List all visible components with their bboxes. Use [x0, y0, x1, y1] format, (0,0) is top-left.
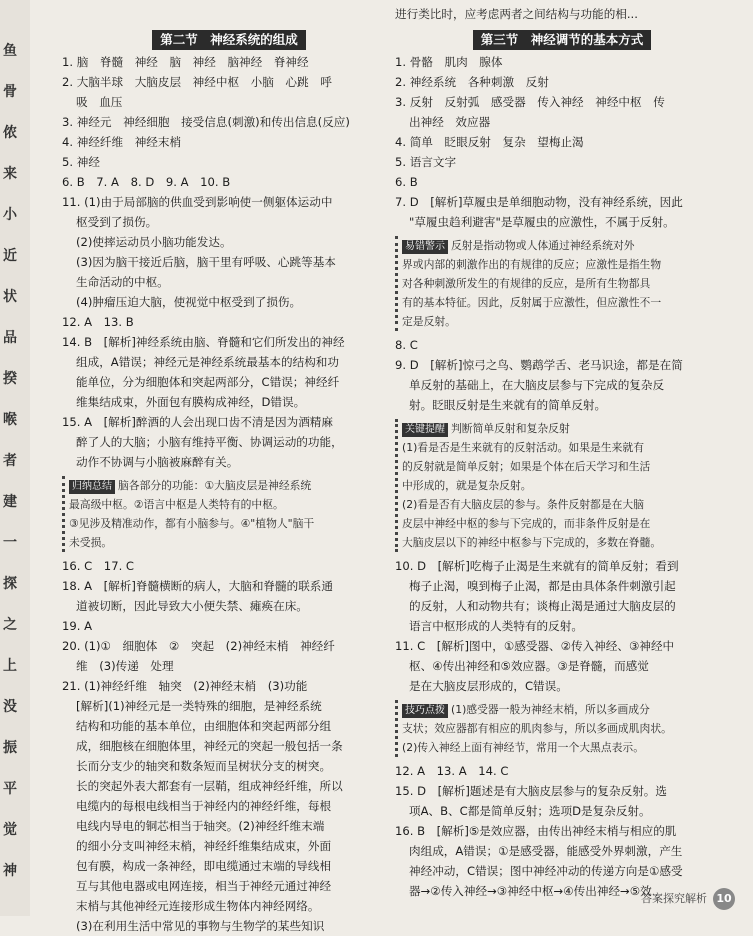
note-line: 大脑皮层以下的神经中枢参与下完成的，多数在脊髓。: [402, 536, 662, 549]
answer-line: 1. 脑 脊髓 神经 脑 神经 脑神经 脊神经: [62, 55, 309, 69]
answer-line: 项A、B、C都是简单反射；选项D是复杂反射。: [409, 804, 651, 818]
answer-line: 生命活动的中枢。: [76, 275, 169, 289]
answer-line: 吸 血压: [76, 95, 123, 109]
margin-char: 近: [3, 248, 17, 264]
margin-char: 上: [3, 658, 17, 674]
summary-note-tag: 归纳总结: [69, 480, 115, 494]
margin-char: 品: [3, 330, 17, 346]
margin-char: 没: [3, 699, 17, 715]
answer-line: 醉了人的大脑；小脑有维持平衡、协调运动的功能，: [76, 435, 343, 449]
answer-line: 3. 神经元 神经细胞 接受信息(刺激)和传出信息(反应): [62, 115, 350, 129]
answer-line: 20. (1)① 细胞体 ② 突起 (2)神经末梢 神经纤: [62, 639, 335, 653]
answer-line: 维 (3)传递 处理: [76, 659, 174, 673]
note-line: 的反射就是简单反射；如果是个体在后天学习和生活: [402, 460, 651, 473]
answer-line: 长而分支少的轴突和数条短而呈树状分支的树突。: [76, 759, 332, 773]
answer-line: 11. C [解析]图中，①感受器、②传入神经、③神经中: [395, 639, 675, 653]
answer-line: 6. B: [395, 175, 418, 189]
note-line: 界或内部的刺激作出的有规律的反应；应激性是指生物: [402, 258, 662, 271]
key-reminder-body: [402, 422, 661, 549]
answer-line: 4. 神经纤维 神经末梢: [62, 135, 182, 149]
note-line: 支状；效应器都有相应的肌肉参与，所以多画成肌肉状。: [402, 722, 672, 735]
answer-line: 的细小分支叫神经末梢，神经纤维集结成束，外面: [76, 839, 332, 853]
answer-line: 3. 反射 反射弧 感受器 传入神经 神经中枢 传: [395, 95, 665, 109]
answer-line: 单反射的基础上，在大脑皮层参与下完成的复杂反: [409, 378, 665, 392]
answer-line: 5. 神经: [62, 155, 100, 169]
note-line: 最高级中枢。②语言中枢是人类特有的中枢。: [69, 498, 284, 511]
margin-char: 之: [3, 617, 17, 633]
section-title-3: [395, 30, 735, 50]
note-line: 脑各部分的功能：①大脑皮层是神经系统: [118, 479, 312, 492]
note-line: 判断简单反射和复杂反射: [451, 422, 570, 435]
margin-char: 喉: [3, 412, 17, 428]
answer-line: 是在大脑皮层形成的，C错误。: [409, 679, 568, 693]
answer-line: 19. A: [62, 619, 93, 633]
answer-line: 道被切断，因此导致大小便失禁、瘫痪在床。: [76, 599, 308, 613]
note-line: (2)看是否有大脑皮层的参与。条件反射都是在大脑: [402, 498, 645, 511]
answer-line: 能单位，分为细胞体和突起两部分，C错误；神经纤: [76, 375, 340, 389]
answer-line: 梅子止渴，嗅到梅子止渴，都是由具体条件刺激引起: [409, 579, 676, 593]
margin-char: 者: [3, 453, 17, 469]
answer-line: 1. 骨骼 肌肉 腺体: [395, 55, 503, 69]
note-line: (2)传入神经上面有神经节，常用一个大黑点表示。: [402, 741, 645, 754]
note-line: 中形成的，就是复杂反射。: [402, 479, 532, 492]
answer-line: (3)因为脑干接近后脑，脑干里有呼吸、心跳等基本: [76, 255, 336, 269]
answer-line: 肉组成，A错误；①是感受器，能感受外界刺激，产生: [409, 844, 683, 858]
answer-line: 动作不协调与小脑被麻醉有关。: [76, 455, 239, 469]
right-answer-lines-2: [395, 335, 735, 415]
note-line: 未受损。: [69, 536, 113, 549]
answer-line: 21. (1)神经纤维 轴突 (2)神经末梢 (3)功能: [62, 679, 308, 693]
margin-char: 神: [3, 863, 17, 879]
answer-line: 出神经 效应器: [409, 115, 491, 129]
answer-line: 器→②传入神经→③神经中枢→④传出神经→⑤效: [409, 884, 652, 898]
top-continuation-line: 进行类比时，应考虑两者之间结构与功能的相...: [395, 7, 638, 21]
answer-line: 电线内导电的铜芯相当于轴突。(2)神经纤维末端: [76, 819, 325, 833]
note-line: (1)感受器一般为神经末梢，所以多画成分: [451, 703, 650, 716]
answer-line: 4. 简单 眨眼反射 复杂 望梅止渴: [395, 135, 584, 149]
right-answer-lines-3: [395, 556, 735, 696]
answer-line: 结构和功能的基本单位，由细胞体和突起两部分组: [76, 719, 332, 733]
note-line: 皮层中神经中枢的参与下完成的，而非条件反射是在: [402, 517, 651, 530]
key-reminder-note: [395, 419, 735, 552]
margin-char: 来: [3, 166, 17, 182]
key-reminder-tag: 关键提醒: [402, 423, 448, 437]
section-title-2: [62, 30, 402, 50]
answer-line: 12. A 13. A 14. C: [395, 764, 509, 778]
answer-line: 2. 大脑半球 大脑皮层 神经中枢 小脑 心跳 呼: [62, 75, 332, 89]
right-answer-lines: [395, 52, 735, 232]
answer-line: 维集结成束，外面包有膜构成神经，D错误。: [76, 395, 306, 409]
margin-char: 骨: [3, 84, 17, 100]
answer-line: 包有膜，构成一条神经，即电缆通过末端的导线相: [76, 859, 332, 873]
margin-char: 鱼: [3, 43, 17, 59]
margin-char: 状: [3, 289, 17, 305]
answer-line: 枢、④传出神经和⑤效应器。③是脊髓，而感觉: [409, 659, 649, 673]
tip-tag: 技巧点拨: [402, 704, 448, 718]
answer-line: 2. 神经系统 各种刺激 反射: [395, 75, 549, 89]
margin-char: 揆: [3, 371, 17, 387]
answer-line: "草履虫趋利避害"是草履虫的应激性，不属于反射。: [409, 215, 675, 229]
margin-char: 探: [3, 576, 17, 592]
answer-line: 18. A [解析]脊髓横断的病人，大脑和脊髓的联系通: [62, 579, 333, 593]
footer-label: 答案探究解析: [641, 892, 707, 905]
answer-line: 15. D [解析]题述是有大脑皮层参与的复杂反射。选: [395, 784, 667, 798]
note-line: ③见涉及精准动作，都有小脑参与。④"植物人"脑干: [69, 517, 315, 530]
answer-line: 电缆内的每根电线相当于神经内的神经纤维，每根: [76, 799, 332, 813]
summary-note: [62, 476, 402, 552]
answer-line: 末梢与其他神经元连接形成生物体内神经网络。: [76, 899, 320, 913]
answer-line: (2)使摔运动员小脑功能发达。: [76, 235, 232, 249]
left-answer-lines-2: [62, 556, 402, 936]
answer-line: 语言中枢形成的人类特有的反射。: [409, 619, 583, 633]
answer-line: 5. 语言文字: [395, 155, 457, 169]
error-warning-tag: 易错警示: [402, 240, 448, 254]
answer-line: 16. B [解析]⑤是效应器，由传出神经末梢与相应的肌: [395, 824, 677, 838]
answer-line: 8. C: [395, 338, 418, 352]
note-line: 对各种刺激所发生的有规律的反应，是所有生物都具: [402, 277, 651, 290]
margin-char: 平: [3, 781, 17, 797]
right-column: [395, 30, 735, 901]
answer-line: 成，细胞核在细胞体里，神经元的突起一般包括一条: [76, 739, 343, 753]
margin-char: 振: [3, 740, 17, 756]
answer-line: 15. A [解析]醉酒的人会出现口齿不清是因为酒精麻: [62, 415, 333, 429]
section-title-2-text: 第二节 神经系统的组成: [152, 30, 306, 50]
left-answer-lines: [62, 52, 402, 472]
margin-char: 建: [3, 494, 17, 510]
error-warning-note: [395, 236, 735, 331]
answer-line: (3)在利用生活中常见的事物与生物学的某些知识: [76, 919, 325, 933]
margin-char: 侬: [3, 125, 17, 141]
note-line: 有的基本特征。因此，反射属于应激性，但应激性不一: [402, 296, 662, 309]
answer-line: 14. B [解析]神经系统由脑、脊髓和它们所发出的神经: [62, 335, 345, 349]
answer-line: 6. B 7. A 8. D 9. A 10. B: [62, 175, 231, 189]
answer-line: (4)肿瘤压迫大脑，使视觉中枢受到了损伤。: [76, 295, 302, 309]
answer-line: 12. A 13. B: [62, 315, 134, 329]
left-column: [62, 30, 402, 936]
note-line: 定是反射。: [402, 315, 456, 328]
answer-line: 枢受到了损伤。: [76, 215, 158, 229]
answer-line: 16. C 17. C: [62, 559, 135, 573]
tip-note: [395, 700, 735, 757]
note-line: 反射是指动物或人体通过神经系统对外: [451, 239, 635, 252]
right-answer-lines-4: [395, 761, 735, 901]
answer-line: 组成，A错误；神经元是神经系统最基本的结构和功: [76, 355, 339, 369]
answer-line: 互与其他电器或电网连接，相当于神经元通过神经: [76, 879, 332, 893]
page-number: 10: [713, 888, 735, 910]
answer-line: 10. D [解析]吃梅子止渴是生来就有的简单反射；看到: [395, 559, 679, 573]
margin-char: 一: [3, 535, 17, 551]
answer-line: 的反射，人和动物共有；谈梅止渴是通过大脑皮层的: [409, 599, 676, 613]
note-line: (1)看是否是生来就有的反射活动。如果是生来就有: [402, 441, 645, 454]
section-title-3-text: 第三节 神经调节的基本方式: [473, 30, 652, 50]
answer-line: 射。眨眼反射是生来就有的简单反射。: [409, 398, 607, 412]
answer-line: 11. (1)由于局部脑的供血受到影响使一侧躯体运动中: [62, 195, 333, 209]
answer-line: [解析](1)神经元是一类特殊的细胞，是神经系统: [76, 699, 322, 713]
answer-line: 9. D [解析]惊弓之鸟、鹦鹉学舌、老马识途，都是在简: [395, 358, 683, 372]
answer-line: 7. D [解析]草履虫是单细胞动物，没有神经系统，因此: [395, 195, 683, 209]
page-footer: [641, 888, 735, 910]
answer-line: 长的突起外表大都套有一层鞘，组成神经纤维，所以: [76, 779, 343, 793]
margin-char: 觉: [3, 822, 17, 838]
answer-line: 神经冲动，C错误；图中神经冲动的传递方向是①感受: [409, 864, 683, 878]
left-margin-strip: [0, 0, 30, 916]
margin-char: 小: [3, 207, 17, 223]
